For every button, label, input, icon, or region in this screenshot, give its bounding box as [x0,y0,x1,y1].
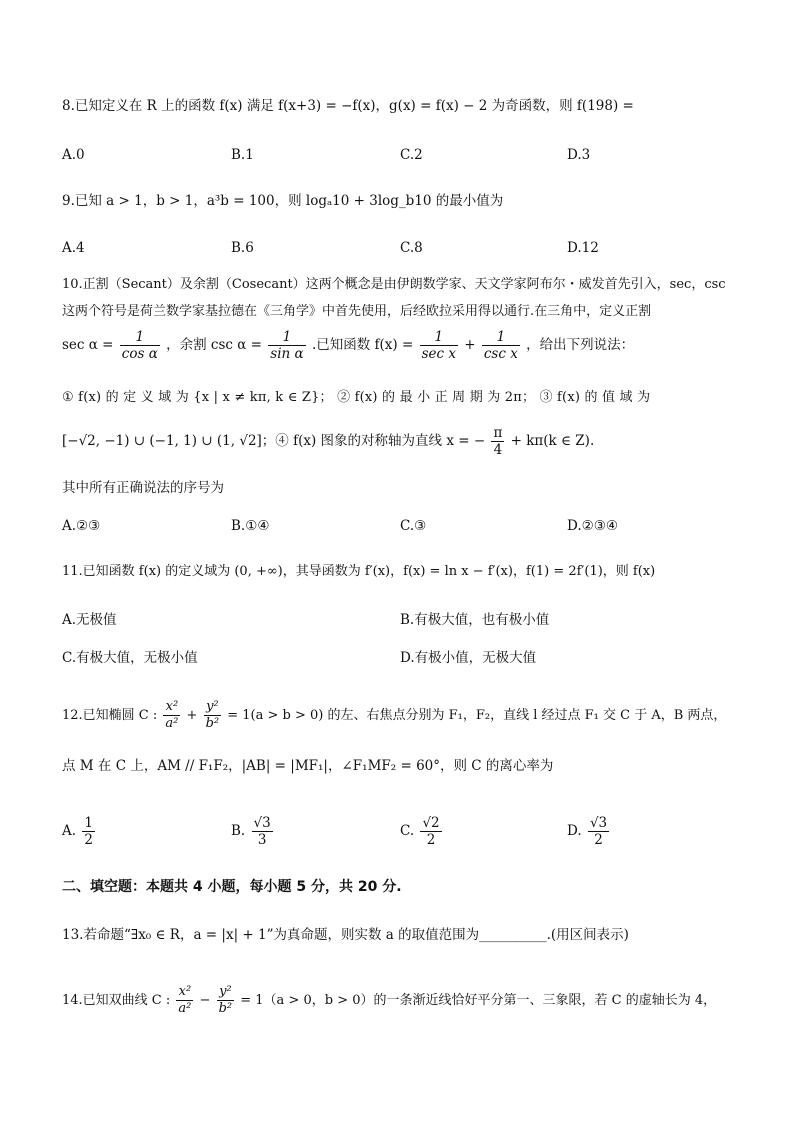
q14-fraction-y2-b2 [217,984,235,1017]
q10-line-5 [62,422,594,460]
q9-option-d: D.12 [567,240,599,256]
q12-option-b-den: 3 [257,832,267,848]
q9-option-b: B.6 [231,240,254,256]
q13-stem: 13.若命题“∃x₀ ∈ R，a = |x| + 1”为真命题，则实数 a 的取值范围为__________.(用区间表示) [62,927,629,943]
q9-option-a: A.4 [62,240,85,256]
q12-option-c-label: C. [400,823,415,839]
q12-ellipse-intro: 12.已知椭圆 C : [62,708,158,723]
q10-axis-tail: + kπ(k ∈ Z). [510,433,595,449]
q8-option-d: D.3 [567,147,591,163]
q10-fraction-secx [420,329,458,362]
q12-line-2: 点 M 在 C 上，AM // F₁F₂，|AB| = |MF₁|，∠F₁MF₂ = 60°，则 C 的离心率为 [62,758,554,774]
q11-option-c: C.有极大值，无极小值 [62,650,198,666]
q10-function-definition: .已知函数 f(x) = [311,337,414,353]
q14-fraction-x2: x² [176,984,193,1001]
q12-option-b-fraction [252,815,273,848]
q12-fraction-b2: b² [205,716,220,731]
q10-csc-definition: ，余割 csc α = [166,337,262,353]
q8-option-a: A.0 [62,147,85,163]
q12-option-a [62,812,97,850]
q11-option-b: B.有极大值，也有极小值 [400,612,550,628]
q12-fraction-x2: x² [163,699,180,716]
q10-fraction-pi-over-4 [491,425,504,458]
q14-fraction-b2: b² [218,1001,233,1016]
q10-fraction-sec [120,329,160,362]
q10-fraction-cscx [482,329,520,362]
q10-plus-sign: + [464,337,476,353]
q8-option-c: C.2 [400,147,423,163]
q12-option-a-den: 2 [84,832,93,848]
q12-plus-sign: + [186,708,198,723]
q12-option-a-fraction [82,815,95,848]
q10-statements-intro: ，给出下列说法： [526,337,635,353]
q12-option-c [400,812,444,850]
q12-line-1 [62,697,726,735]
q12-option-c-fraction [420,815,441,848]
q10-option-b: B.①④ [231,518,270,534]
q11-option-d: D.有极小值，无极大值 [400,650,537,666]
q12-option-b-label: B. [231,823,246,839]
q12-option-c-den: 2 [426,832,436,848]
q8-stem: 8.已知定义在 R 上的函数 f(x) 满足 f(x+3) = −f(x)，g(x) = f(x) − 2 为奇函数，则 f(198) = [62,98,634,114]
q10-fraction-csc-num: 1 [268,329,305,346]
q10-fraction-pi-num: π [493,425,503,441]
q10-fraction-secx-den: sec x [421,346,456,362]
q12-fraction-y2-b2 [204,699,222,732]
q12-option-b [231,812,275,850]
q12-fraction-y2: y² [204,699,222,716]
q10-fraction-cscx-num: 1 [482,329,520,346]
q10-line-4: ① f(x) 的 定 义 域 为 {x | x ≠ kπ, k ∈ Z}； ② f(x) 的 最 小 正 周 期 为 2π； ③ f(x) 的 值 域 为 [62,390,651,405]
q12-option-d-label: D. [567,823,582,839]
q10-fraction-pi-den: 4 [493,442,503,458]
q10-line-1: 10.正割（Secant）及余割（Cosecant）这两个概念是由伊朗数学家、天文学家阿布尔・威发首先引入，sec，csc [62,277,726,292]
q12-ellipse-conditions: = 1(a > b > 0) 的左、右焦点分别为 F₁，F₂，直线 l 经过点 F₁ 交 C 于 A，B 两点， [227,708,727,723]
q10-fraction-sec-num: 1 [120,329,160,346]
q11-option-a: A.无极值 [62,612,117,628]
q10-line-2: 这两个符号是荷兰数学家基拉德在《三角学》中首先使用，后经欧拉采用得以通行.在三角中，定义正割 [62,304,652,319]
q14-fraction-y2: y² [217,984,235,1001]
q10-fraction-cscx-den: csc x [483,346,518,362]
q10-option-a: A.②③ [62,518,101,534]
q10-fraction-csc-den: sin α [270,346,304,362]
q9-option-c: C.8 [400,240,423,256]
q14-hyperbola-intro: 14.已知双曲线 C : [62,993,171,1008]
q12-option-a-label: A. [62,823,77,839]
q10-line-3 [62,326,634,364]
q10-line-6: 其中所有正确说法的序号为 [62,480,224,496]
q10-option-c: C.③ [400,518,427,534]
q14-hyperbola-conditions: = 1（a > 0，b > 0）的一条渐近线恰好平分第一、三象限，若 C 的虚轴长为 4， [240,993,717,1008]
q11-stem: 11.已知函数 f(x) 的定义域为 (0, +∞)，其导函数为 f′(x)，f(x) = ln x − f′(x)，f(1) = 2f′(1)，则 f(x) [62,564,656,579]
q10-option-d: D.②③④ [567,518,618,534]
q14-fraction-a2: a² [178,1001,192,1016]
q12-option-a-num: 1 [84,815,93,831]
q12-fraction-a2: a² [165,716,179,731]
q9-stem: 9.已知 a > 1，b > 1，a³b = 100，则 logₐ10 + 3log_b10 的最小值为 [62,193,504,209]
q14-line-1 [62,982,716,1020]
q12-option-d-den: 2 [594,832,603,848]
q12-option-d [567,812,611,850]
q10-fraction-csc [268,329,305,362]
q10-sec-definition: sec α = [62,337,114,353]
q14-fraction-x2-a2 [176,984,193,1017]
q12-option-b-num: √3 [253,815,271,831]
q14-minus-sign: − [199,993,211,1008]
q12-option-d-fraction [588,815,609,848]
q12-option-c-num: √2 [422,815,440,831]
q10-fraction-sec-den: cos α [121,346,158,362]
q12-fraction-x2-a2 [163,699,180,732]
q10-fraction-secx-num: 1 [420,329,458,346]
q12-option-d-num: √3 [589,815,608,831]
section-2-heading: 二、填空题：本题共 4 小题，每小题 5 分，共 20 分. [62,879,402,895]
q10-range-and-axis: [−√2, −1) ∪ (−1, 1) ∪ (1, √2]；④ f(x) 图象的对称轴为直线 x = − [62,433,486,449]
q8-option-b: B.1 [231,147,254,163]
